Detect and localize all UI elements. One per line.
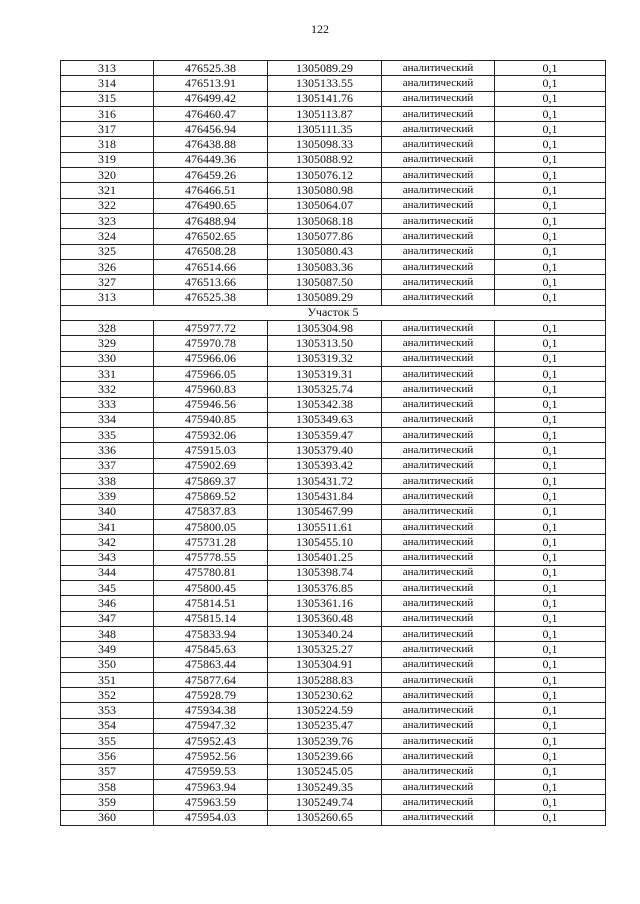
- method-cell: аналитический: [382, 122, 495, 137]
- table-row: [61, 596, 606, 611]
- table-row: [61, 795, 606, 810]
- x-coordinate-cell: 475780.81: [154, 565, 268, 580]
- table-row: [61, 382, 606, 397]
- accuracy-cell: 0,1: [495, 412, 606, 427]
- method-cell: аналитический: [382, 213, 495, 228]
- method-cell: аналитический: [382, 657, 495, 672]
- accuracy-cell: 0,1: [495, 213, 606, 228]
- point-number-cell: 324: [61, 229, 154, 244]
- x-coordinate-cell: 475966.06: [154, 351, 268, 366]
- point-number-cell: 315: [61, 91, 154, 106]
- accuracy-cell: 0,1: [495, 443, 606, 458]
- point-number-cell: 313: [61, 290, 154, 305]
- method-cell: аналитический: [382, 443, 495, 458]
- table-row: [61, 336, 606, 351]
- x-coordinate-cell: 475778.55: [154, 550, 268, 565]
- table-row: [61, 458, 606, 473]
- accuracy-cell: 0,1: [495, 657, 606, 672]
- table-row: [61, 688, 606, 703]
- y-coordinate-cell: 1305239.66: [268, 749, 382, 764]
- accuracy-cell: 0,1: [495, 321, 606, 336]
- y-coordinate-cell: 1305325.27: [268, 642, 382, 657]
- point-number-cell: 331: [61, 366, 154, 381]
- table-row: [61, 275, 606, 290]
- y-coordinate-cell: 1305304.98: [268, 321, 382, 336]
- point-number-cell: 344: [61, 565, 154, 580]
- method-cell: аналитический: [382, 458, 495, 473]
- accuracy-cell: 0,1: [495, 122, 606, 137]
- method-cell: аналитический: [382, 321, 495, 336]
- accuracy-cell: 0,1: [495, 749, 606, 764]
- point-number-cell: 321: [61, 183, 154, 198]
- table-row: [61, 397, 606, 412]
- table-row: [61, 122, 606, 137]
- y-coordinate-cell: 1305467.99: [268, 504, 382, 519]
- y-coordinate-cell: 1305230.62: [268, 688, 382, 703]
- method-cell: аналитический: [382, 428, 495, 443]
- table-row: [61, 229, 606, 244]
- method-cell: аналитический: [382, 810, 495, 825]
- accuracy-cell: 0,1: [495, 458, 606, 473]
- coordinates-table-body: [61, 61, 606, 826]
- point-number-cell: 357: [61, 764, 154, 779]
- x-coordinate-cell: 475800.05: [154, 519, 268, 534]
- x-coordinate-cell: 476466.51: [154, 183, 268, 198]
- y-coordinate-cell: 1305076.12: [268, 168, 382, 183]
- table-row: [61, 626, 606, 641]
- method-cell: аналитический: [382, 795, 495, 810]
- accuracy-cell: 0,1: [495, 611, 606, 626]
- table-row: [61, 76, 606, 91]
- y-coordinate-cell: 1305089.29: [268, 290, 382, 305]
- accuracy-cell: 0,1: [495, 795, 606, 810]
- y-coordinate-cell: 1305089.29: [268, 61, 382, 76]
- table-row: [61, 183, 606, 198]
- point-number-cell: 346: [61, 596, 154, 611]
- accuracy-cell: 0,1: [495, 183, 606, 198]
- accuracy-cell: 0,1: [495, 152, 606, 167]
- table-row: [61, 550, 606, 565]
- x-coordinate-cell: 475863.44: [154, 657, 268, 672]
- y-coordinate-cell: 1305235.47: [268, 718, 382, 733]
- table-row: [61, 703, 606, 718]
- x-coordinate-cell: 475963.94: [154, 779, 268, 794]
- x-coordinate-cell: 475977.72: [154, 321, 268, 336]
- accuracy-cell: 0,1: [495, 504, 606, 519]
- y-coordinate-cell: 1305098.33: [268, 137, 382, 152]
- point-number-cell: 320: [61, 168, 154, 183]
- x-coordinate-cell: 476513.91: [154, 76, 268, 91]
- y-coordinate-cell: 1305393.42: [268, 458, 382, 473]
- accuracy-cell: 0,1: [495, 137, 606, 152]
- point-number-cell: 330: [61, 351, 154, 366]
- y-coordinate-cell: 1305141.76: [268, 91, 382, 106]
- method-cell: аналитический: [382, 229, 495, 244]
- x-coordinate-cell: 475940.85: [154, 412, 268, 427]
- point-number-cell: 339: [61, 489, 154, 504]
- accuracy-cell: 0,1: [495, 76, 606, 91]
- table-row: [61, 519, 606, 534]
- y-coordinate-cell: 1305431.84: [268, 489, 382, 504]
- point-number-cell: 358: [61, 779, 154, 794]
- method-cell: аналитический: [382, 290, 495, 305]
- table-row: [61, 213, 606, 228]
- table-row: [61, 474, 606, 489]
- x-coordinate-cell: 475970.78: [154, 336, 268, 351]
- table-row: [61, 168, 606, 183]
- point-number-cell: 342: [61, 535, 154, 550]
- table-row: [61, 259, 606, 274]
- accuracy-cell: 0,1: [495, 106, 606, 121]
- y-coordinate-cell: 1305511.61: [268, 519, 382, 534]
- method-cell: аналитический: [382, 336, 495, 351]
- point-number-cell: 340: [61, 504, 154, 519]
- accuracy-cell: 0,1: [495, 581, 606, 596]
- point-number-cell: 316: [61, 106, 154, 121]
- table-row: [61, 504, 606, 519]
- y-coordinate-cell: 1305260.65: [268, 810, 382, 825]
- y-coordinate-cell: 1305224.59: [268, 703, 382, 718]
- accuracy-cell: 0,1: [495, 688, 606, 703]
- y-coordinate-cell: 1305340.24: [268, 626, 382, 641]
- x-coordinate-cell: 476488.94: [154, 213, 268, 228]
- point-number-cell: 328: [61, 321, 154, 336]
- point-number-cell: 337: [61, 458, 154, 473]
- point-number-cell: 332: [61, 382, 154, 397]
- method-cell: аналитический: [382, 474, 495, 489]
- table-row: [61, 672, 606, 687]
- point-number-cell: 329: [61, 336, 154, 351]
- method-cell: аналитический: [382, 137, 495, 152]
- point-number-cell: 333: [61, 397, 154, 412]
- accuracy-cell: 0,1: [495, 229, 606, 244]
- y-coordinate-cell: 1305083.36: [268, 259, 382, 274]
- table-row: [61, 61, 606, 76]
- accuracy-cell: 0,1: [495, 519, 606, 534]
- x-coordinate-cell: 475960.83: [154, 382, 268, 397]
- table-row: [61, 91, 606, 106]
- table-row: [61, 198, 606, 213]
- x-coordinate-cell: 476502.65: [154, 229, 268, 244]
- accuracy-cell: 0,1: [495, 275, 606, 290]
- table-row: [61, 657, 606, 672]
- table-row: [61, 290, 606, 305]
- accuracy-cell: 0,1: [495, 550, 606, 565]
- method-cell: аналитический: [382, 672, 495, 687]
- table-row: [61, 642, 606, 657]
- x-coordinate-cell: 475915.03: [154, 443, 268, 458]
- x-coordinate-cell: 476438.88: [154, 137, 268, 152]
- method-cell: аналитический: [382, 626, 495, 641]
- method-cell: аналитический: [382, 412, 495, 427]
- accuracy-cell: 0,1: [495, 366, 606, 381]
- point-number-cell: 334: [61, 412, 154, 427]
- y-coordinate-cell: 1305359.47: [268, 428, 382, 443]
- table-row: [61, 535, 606, 550]
- method-cell: аналитический: [382, 489, 495, 504]
- y-coordinate-cell: 1305319.32: [268, 351, 382, 366]
- accuracy-cell: 0,1: [495, 596, 606, 611]
- table-row: [61, 366, 606, 381]
- x-coordinate-cell: 476490.65: [154, 198, 268, 213]
- x-coordinate-cell: 475814.51: [154, 596, 268, 611]
- x-coordinate-cell: 475815.14: [154, 611, 268, 626]
- method-cell: аналитический: [382, 259, 495, 274]
- method-cell: аналитический: [382, 351, 495, 366]
- table-row: [61, 412, 606, 427]
- accuracy-cell: 0,1: [495, 198, 606, 213]
- point-number-cell: 347: [61, 611, 154, 626]
- table-row: [61, 106, 606, 121]
- x-coordinate-cell: 476514.66: [154, 259, 268, 274]
- x-coordinate-cell: 475934.38: [154, 703, 268, 718]
- point-number-cell: 336: [61, 443, 154, 458]
- x-coordinate-cell: 476456.94: [154, 122, 268, 137]
- point-number-cell: 354: [61, 718, 154, 733]
- x-coordinate-cell: 476525.38: [154, 290, 268, 305]
- table-row: [61, 321, 606, 336]
- section-title: Участок 5: [61, 305, 606, 320]
- point-number-cell: 351: [61, 672, 154, 687]
- x-coordinate-cell: 476449.36: [154, 152, 268, 167]
- x-coordinate-cell: 475954.03: [154, 810, 268, 825]
- method-cell: аналитический: [382, 106, 495, 121]
- method-cell: аналитический: [382, 382, 495, 397]
- table-row: [61, 779, 606, 794]
- accuracy-cell: 0,1: [495, 672, 606, 687]
- x-coordinate-cell: 475966.05: [154, 366, 268, 381]
- table-row: [61, 428, 606, 443]
- page-number: 122: [311, 22, 329, 36]
- x-coordinate-cell: 476499.42: [154, 91, 268, 106]
- point-number-cell: 349: [61, 642, 154, 657]
- method-cell: аналитический: [382, 152, 495, 167]
- accuracy-cell: 0,1: [495, 351, 606, 366]
- method-cell: аналитический: [382, 734, 495, 749]
- x-coordinate-cell: 475869.37: [154, 474, 268, 489]
- point-number-cell: 350: [61, 657, 154, 672]
- x-coordinate-cell: 475877.64: [154, 672, 268, 687]
- y-coordinate-cell: 1305133.55: [268, 76, 382, 91]
- y-coordinate-cell: 1305431.72: [268, 474, 382, 489]
- method-cell: аналитический: [382, 565, 495, 580]
- accuracy-cell: 0,1: [495, 474, 606, 489]
- y-coordinate-cell: 1305455.10: [268, 535, 382, 550]
- y-coordinate-cell: 1305068.18: [268, 213, 382, 228]
- method-cell: аналитический: [382, 168, 495, 183]
- method-cell: аналитический: [382, 397, 495, 412]
- point-number-cell: 313: [61, 61, 154, 76]
- method-cell: аналитический: [382, 779, 495, 794]
- point-number-cell: 317: [61, 122, 154, 137]
- y-coordinate-cell: 1305304.91: [268, 657, 382, 672]
- method-cell: аналитический: [382, 718, 495, 733]
- accuracy-cell: 0,1: [495, 61, 606, 76]
- method-cell: аналитический: [382, 519, 495, 534]
- method-cell: аналитический: [382, 703, 495, 718]
- point-number-cell: 323: [61, 213, 154, 228]
- point-number-cell: 348: [61, 626, 154, 641]
- y-coordinate-cell: 1305249.74: [268, 795, 382, 810]
- table-row: [61, 489, 606, 504]
- x-coordinate-cell: 475932.06: [154, 428, 268, 443]
- accuracy-cell: 0,1: [495, 642, 606, 657]
- x-coordinate-cell: 475963.59: [154, 795, 268, 810]
- accuracy-cell: 0,1: [495, 168, 606, 183]
- point-number-cell: 318: [61, 137, 154, 152]
- y-coordinate-cell: 1305288.83: [268, 672, 382, 687]
- y-coordinate-cell: 1305360.48: [268, 611, 382, 626]
- table-row: [61, 351, 606, 366]
- y-coordinate-cell: 1305064.07: [268, 198, 382, 213]
- x-coordinate-cell: 476459.26: [154, 168, 268, 183]
- x-coordinate-cell: 475731.28: [154, 535, 268, 550]
- table-row: [61, 565, 606, 580]
- accuracy-cell: 0,1: [495, 382, 606, 397]
- y-coordinate-cell: 1305342.38: [268, 397, 382, 412]
- x-coordinate-cell: 475902.69: [154, 458, 268, 473]
- y-coordinate-cell: 1305376.85: [268, 581, 382, 596]
- y-coordinate-cell: 1305313.50: [268, 336, 382, 351]
- y-coordinate-cell: 1305239.76: [268, 734, 382, 749]
- table-row: [61, 443, 606, 458]
- accuracy-cell: 0,1: [495, 244, 606, 259]
- table-row: [61, 810, 606, 825]
- y-coordinate-cell: 1305080.98: [268, 183, 382, 198]
- y-coordinate-cell: 1305401.25: [268, 550, 382, 565]
- point-number-cell: 341: [61, 519, 154, 534]
- section-row: [61, 305, 606, 320]
- table-row: [61, 581, 606, 596]
- accuracy-cell: 0,1: [495, 397, 606, 412]
- method-cell: аналитический: [382, 611, 495, 626]
- method-cell: аналитический: [382, 76, 495, 91]
- method-cell: аналитический: [382, 198, 495, 213]
- y-coordinate-cell: 1305249.35: [268, 779, 382, 794]
- accuracy-cell: 0,1: [495, 91, 606, 106]
- accuracy-cell: 0,1: [495, 718, 606, 733]
- method-cell: аналитический: [382, 61, 495, 76]
- method-cell: аналитический: [382, 688, 495, 703]
- table-row: [61, 137, 606, 152]
- point-number-cell: 345: [61, 581, 154, 596]
- method-cell: аналитический: [382, 91, 495, 106]
- table-row: [61, 152, 606, 167]
- table-row: [61, 244, 606, 259]
- point-number-cell: 353: [61, 703, 154, 718]
- point-number-cell: 322: [61, 198, 154, 213]
- accuracy-cell: 0,1: [495, 565, 606, 580]
- table-row: [61, 734, 606, 749]
- y-coordinate-cell: 1305325.74: [268, 382, 382, 397]
- point-number-cell: 355: [61, 734, 154, 749]
- x-coordinate-cell: 475952.43: [154, 734, 268, 749]
- table-row: [61, 611, 606, 626]
- method-cell: аналитический: [382, 581, 495, 596]
- accuracy-cell: 0,1: [495, 428, 606, 443]
- method-cell: аналитический: [382, 275, 495, 290]
- point-number-cell: 338: [61, 474, 154, 489]
- x-coordinate-cell: 476460.47: [154, 106, 268, 121]
- x-coordinate-cell: 475869.52: [154, 489, 268, 504]
- y-coordinate-cell: 1305111.35: [268, 122, 382, 137]
- point-number-cell: 352: [61, 688, 154, 703]
- method-cell: аналитический: [382, 749, 495, 764]
- y-coordinate-cell: 1305087.50: [268, 275, 382, 290]
- y-coordinate-cell: 1305088.92: [268, 152, 382, 167]
- accuracy-cell: 0,1: [495, 259, 606, 274]
- x-coordinate-cell: 475952.56: [154, 749, 268, 764]
- x-coordinate-cell: 475837.83: [154, 504, 268, 519]
- x-coordinate-cell: 475959.53: [154, 764, 268, 779]
- point-number-cell: 314: [61, 76, 154, 91]
- accuracy-cell: 0,1: [495, 290, 606, 305]
- accuracy-cell: 0,1: [495, 703, 606, 718]
- method-cell: аналитический: [382, 764, 495, 779]
- y-coordinate-cell: 1305361.16: [268, 596, 382, 611]
- method-cell: аналитический: [382, 244, 495, 259]
- y-coordinate-cell: 1305398.74: [268, 565, 382, 580]
- x-coordinate-cell: 475946.56: [154, 397, 268, 412]
- x-coordinate-cell: 475833.94: [154, 626, 268, 641]
- method-cell: аналитический: [382, 642, 495, 657]
- coordinates-table: [60, 60, 606, 826]
- y-coordinate-cell: 1305349.63: [268, 412, 382, 427]
- point-number-cell: 356: [61, 749, 154, 764]
- y-coordinate-cell: 1305379.40: [268, 443, 382, 458]
- x-coordinate-cell: 476513.66: [154, 275, 268, 290]
- accuracy-cell: 0,1: [495, 779, 606, 794]
- point-number-cell: 360: [61, 810, 154, 825]
- accuracy-cell: 0,1: [495, 810, 606, 825]
- point-number-cell: 319: [61, 152, 154, 167]
- method-cell: аналитический: [382, 183, 495, 198]
- table-row: [61, 718, 606, 733]
- table-row: [61, 749, 606, 764]
- method-cell: аналитический: [382, 366, 495, 381]
- point-number-cell: 335: [61, 428, 154, 443]
- x-coordinate-cell: 476508.28: [154, 244, 268, 259]
- accuracy-cell: 0,1: [495, 764, 606, 779]
- point-number-cell: 343: [61, 550, 154, 565]
- y-coordinate-cell: 1305319.31: [268, 366, 382, 381]
- y-coordinate-cell: 1305077.86: [268, 229, 382, 244]
- point-number-cell: 325: [61, 244, 154, 259]
- method-cell: аналитический: [382, 504, 495, 519]
- accuracy-cell: 0,1: [495, 535, 606, 550]
- x-coordinate-cell: 475928.79: [154, 688, 268, 703]
- method-cell: аналитический: [382, 596, 495, 611]
- point-number-cell: 359: [61, 795, 154, 810]
- accuracy-cell: 0,1: [495, 336, 606, 351]
- x-coordinate-cell: 475845.63: [154, 642, 268, 657]
- method-cell: аналитический: [382, 550, 495, 565]
- x-coordinate-cell: 476525.38: [154, 61, 268, 76]
- accuracy-cell: 0,1: [495, 489, 606, 504]
- point-number-cell: 327: [61, 275, 154, 290]
- accuracy-cell: 0,1: [495, 626, 606, 641]
- point-number-cell: 326: [61, 259, 154, 274]
- x-coordinate-cell: 475947.32: [154, 718, 268, 733]
- y-coordinate-cell: 1305080.43: [268, 244, 382, 259]
- x-coordinate-cell: 475800.45: [154, 581, 268, 596]
- method-cell: аналитический: [382, 535, 495, 550]
- table-row: [61, 764, 606, 779]
- y-coordinate-cell: 1305113.87: [268, 106, 382, 121]
- accuracy-cell: 0,1: [495, 734, 606, 749]
- y-coordinate-cell: 1305245.05: [268, 764, 382, 779]
